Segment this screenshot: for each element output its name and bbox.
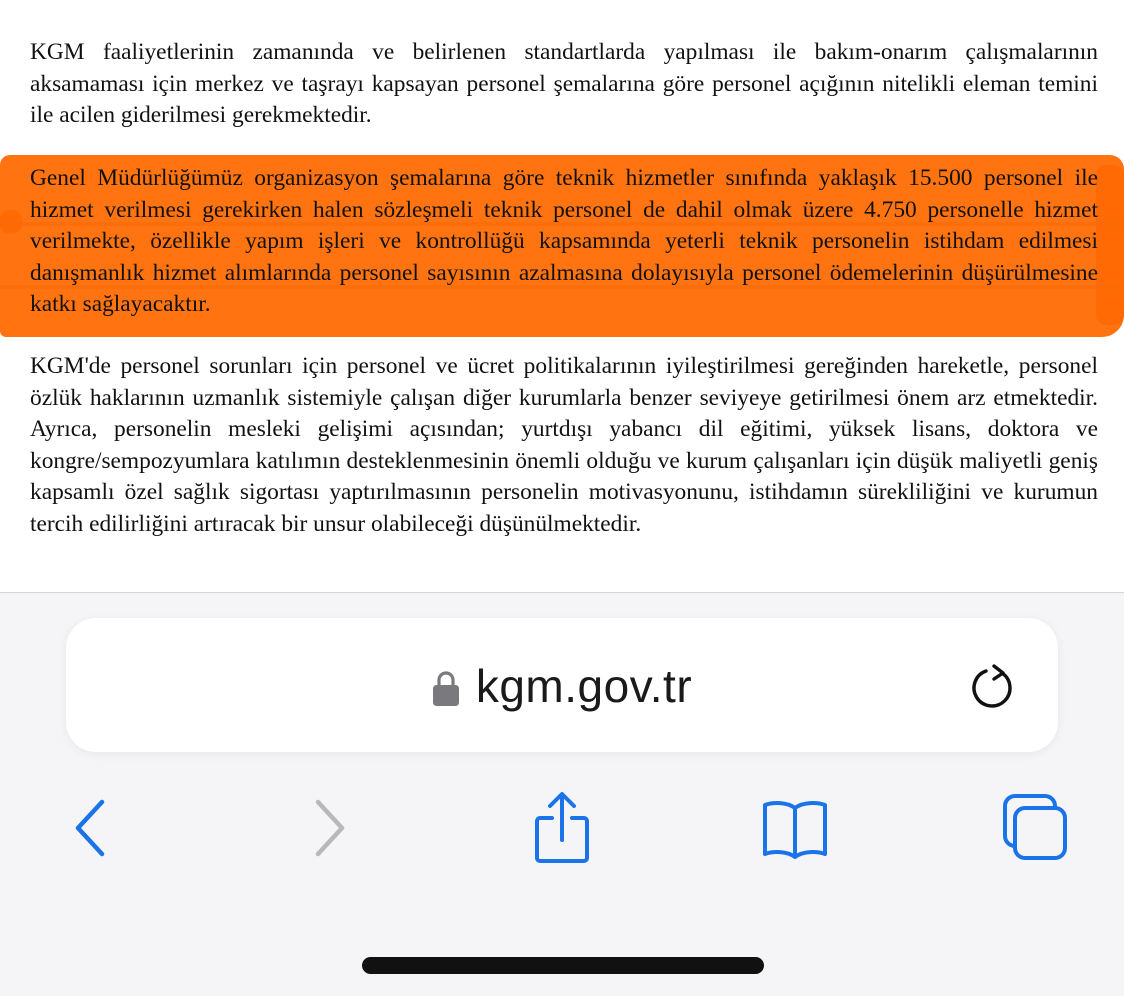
forward-button[interactable]	[290, 788, 370, 868]
safari-bottom-bar	[0, 592, 1124, 996]
lock-icon	[432, 669, 460, 707]
home-indicator[interactable]	[362, 957, 764, 974]
address-bar[interactable]	[66, 618, 1058, 752]
paragraph-personnel-policies: KGM'de personel sorunları için personel ve ücret politikalarının iyileştirilmesi gereğinden hareketle, personel özlük haklarının uzmanlık sistemiyle çalışan diğer kurumlarla benzer seviyeye getirilmesi önem arz etmektedir. Ayrıca, personelin mesleki gelişimi açısından; yurtdışı yabancı dil eğitimi, yüksek lisans, doktora ve kongre/sempozyumlara katılımın desteklenmesinin önemli olduğu ve kurum çalışanları için düşük maliyetli geniş kapsamlı özel sağlık sigortası yaptırılmasının personelin motivasyonunu, istihdamın sürekliliğini ve kurumun tercih edilirliğini artıracak bir unsur olabileceği düşünülmektedir.	[30, 353, 1098, 537]
share-icon	[530, 790, 594, 866]
book-icon	[759, 796, 831, 860]
reload-icon	[966, 660, 1018, 712]
bookmarks-button[interactable]	[755, 788, 835, 868]
tabs-icon	[997, 792, 1069, 864]
share-button[interactable]	[522, 788, 602, 868]
url-display[interactable]	[66, 656, 1058, 716]
paragraph-technical-staff-highlighted: Genel Müdürlüğümüz organizasyon şemalarına göre teknik hizmetler sınıfında yaklaşık 15.500 personel ile hizmet verilmesi gerekirken halen sözleşmeli teknik personel de dahil olmak üzere 4.750 personelle hizmet verilmekte, özellikle yapım işleri ve kontrollüğü kapsamında yeterli teknik personelin istihdam edilmesi danışmanlık hizmet alımlarında personel sayısının azalmasına dolayısıyla personel ödemelerinin düşürülmesine katkı sağlayacaktır.	[30, 165, 1098, 317]
tabs-button[interactable]	[993, 788, 1073, 868]
reload-button[interactable]	[966, 660, 1018, 712]
highlight-edge-right	[1096, 165, 1124, 325]
back-button[interactable]	[50, 788, 130, 868]
paragraph-staff-shortage: KGM faaliyetlerinin zamanında ve belirlenen standartlarda yapılması ile bakım-onarım çalışmalarının aksamaması için merkez ve taşrayı kapsayan personel şemalarına göre personel açığının nitelikli eleman temini ile acilen giderilmesi gerekmektedir.	[30, 39, 1098, 128]
url-text: kgm.gov.tr	[475, 660, 693, 712]
chevron-right-icon	[310, 796, 350, 860]
chevron-left-icon	[70, 796, 110, 860]
